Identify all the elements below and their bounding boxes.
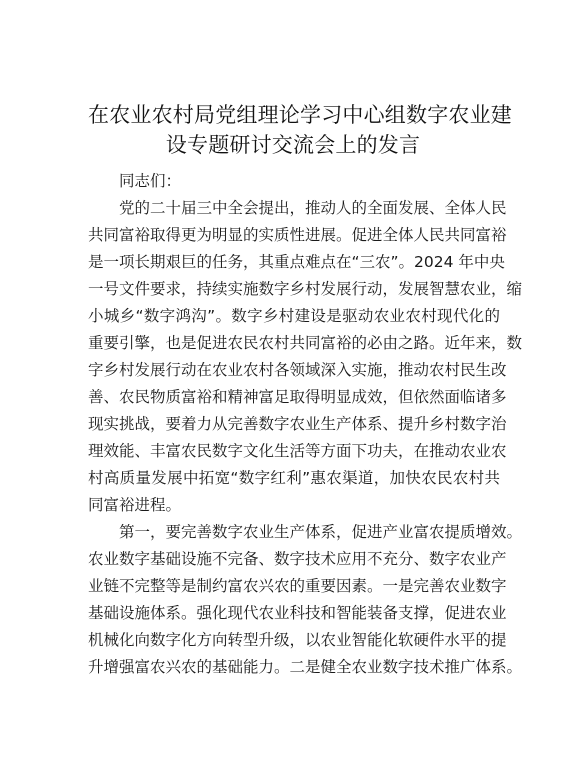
paragraph-line: 第一，要完善数字农业生产体系，促进产业富农提质增效。 — [119, 523, 523, 541]
paragraph-line: 机械化向数字化方向转型升级，以农业智能化软硬件水平的提 — [88, 631, 507, 649]
document-body — [88, 168, 523, 681]
paragraph-line: 理效能、丰富农民数字文化生活等方面下功夫，在推动农业农 — [88, 442, 507, 460]
paragraph-line: 一号文件要求，持续实施数字乡村发展行动，发展智慧农业，缩 — [88, 280, 523, 298]
paragraph-2 — [88, 519, 523, 681]
paragraph-line: 同富裕进程。 — [88, 496, 182, 514]
paragraph-line: 基础设施体系。强化现代农业科技和智能装备支撑，促进农业 — [88, 604, 507, 622]
paragraph-line: 农业数字基础设施不完备、数字技术应用不充分、数字农业产 — [88, 550, 507, 568]
paragraph-line: 是一项长期艰巨的任务，其重点难点在“三农”。2024 年中央 — [88, 253, 505, 271]
title-line: 在农业农村局党组理论学习中心组数字农业建 — [88, 103, 512, 127]
paragraph-line: 现实挑战，要着力从完善数字农业生产体系、提升乡村数字治 — [88, 415, 507, 433]
paragraph-line: 字乡村发展行动在农业农村各领域深入实施，推动农村民生改 — [88, 361, 507, 379]
paragraph-line: 重要引擎，也是促进农民农村共同富裕的必由之路。近年来，数 — [88, 334, 523, 352]
paragraph-line: 升增强富农兴农的基础能力。二是健全农业数字技术推广体系。 — [88, 658, 523, 676]
document-title — [88, 100, 512, 160]
paragraph-line: 党的二十届三中全会提出，推动人的全面发展、全体人民 — [119, 199, 507, 217]
paragraph-line: 村高质量发展中拓宽“数字红利”惠农渠道，加快农民农村共 — [88, 469, 500, 487]
paragraph-line: 小城乡“数字鸿沟”。数字乡村建设是驱动农业农村现代化的 — [88, 307, 500, 325]
paragraph-line: 业链不完整等是制约富农兴农的重要因素。一是完善农业数字 — [88, 577, 507, 595]
paragraph-line: 共同富裕取得更为明显的实质性进展。促进全体人民共同富裕 — [88, 226, 507, 244]
paragraph-line: 善、农民物质富裕和精神富足取得明显成效，但依然面临诸多 — [88, 388, 507, 406]
paragraph-1 — [88, 195, 523, 519]
title-line: 设专题研讨交流会上的发言 — [165, 133, 421, 157]
salutation: 同志们： — [119, 172, 182, 190]
